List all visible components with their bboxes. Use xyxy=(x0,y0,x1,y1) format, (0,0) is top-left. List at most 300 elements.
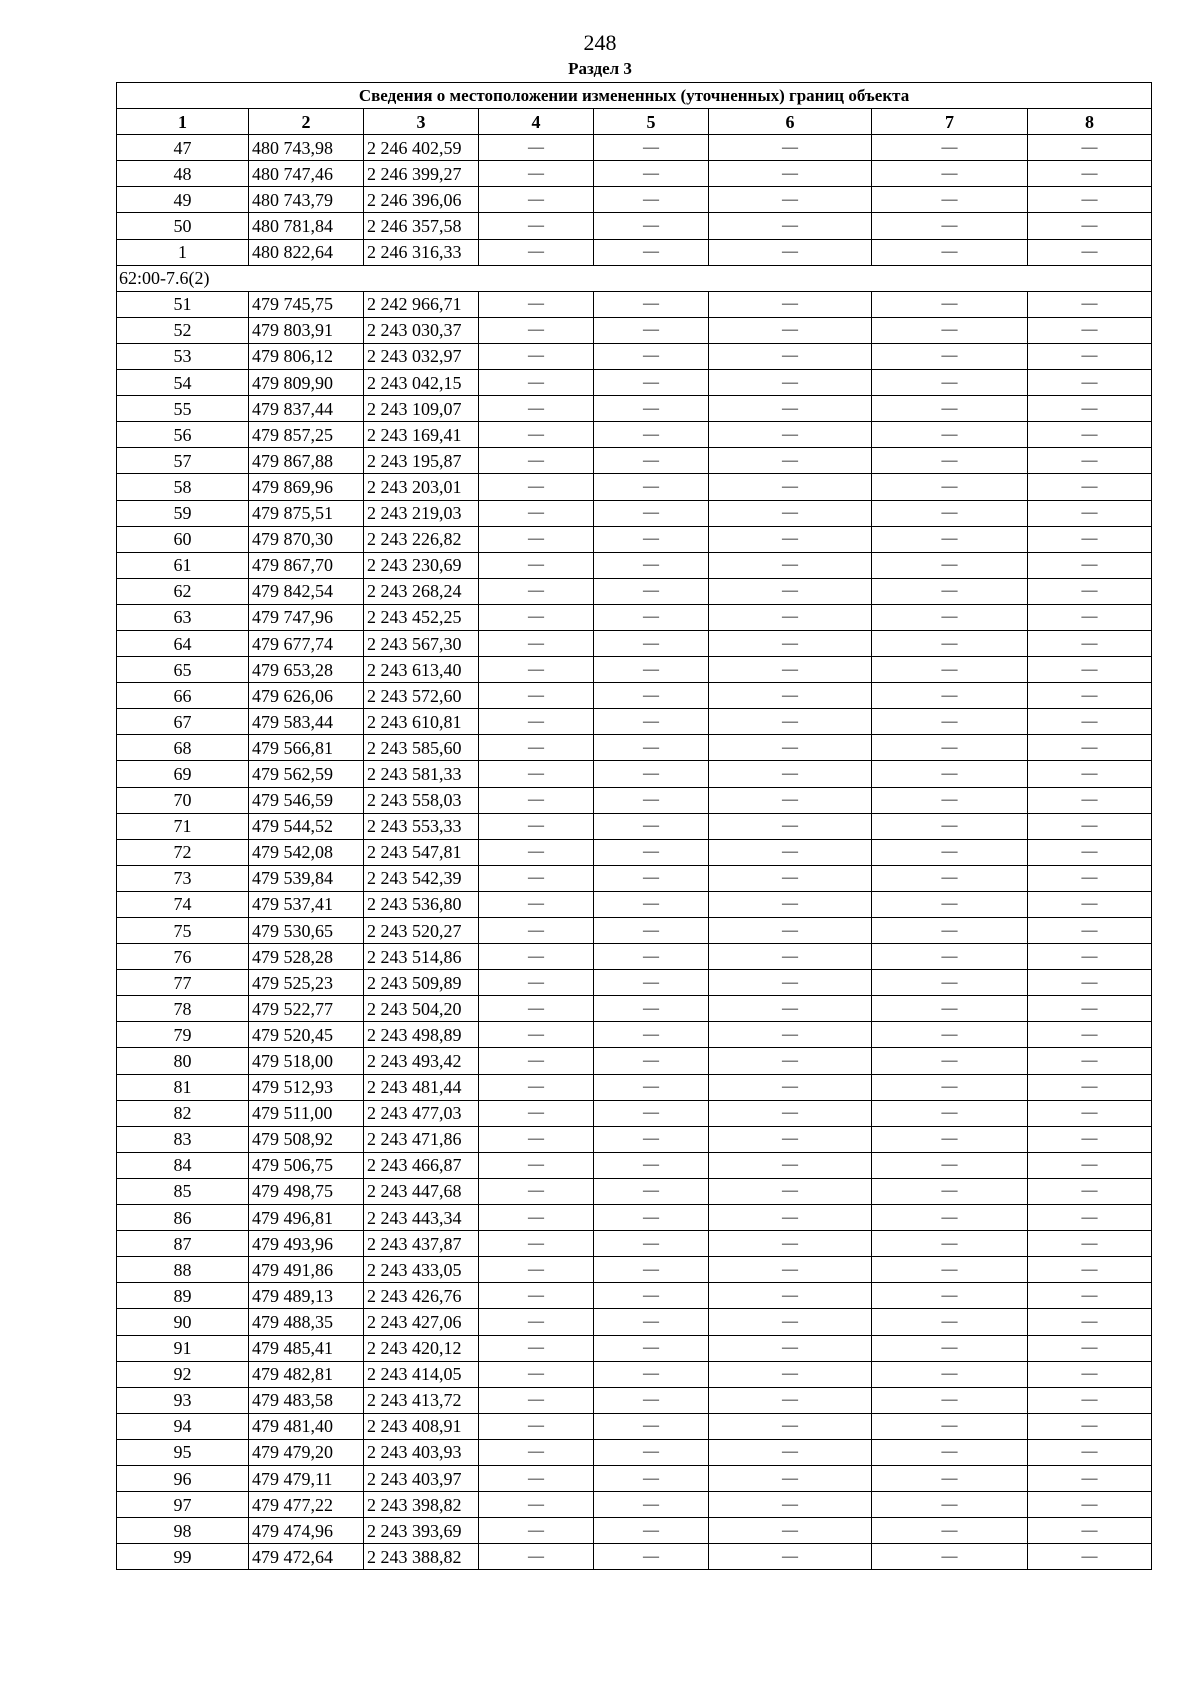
group-label-row xyxy=(117,265,1152,291)
table-row xyxy=(117,996,1152,1022)
empty-cell: — xyxy=(872,1335,1028,1361)
point-number: 75 xyxy=(117,918,249,944)
point-number: 52 xyxy=(117,317,249,343)
empty-cell: — xyxy=(1028,996,1152,1022)
table-row xyxy=(117,239,1152,265)
table-row xyxy=(117,1413,1152,1439)
coordinate-x: 479 482,81 xyxy=(249,1361,364,1387)
coordinate-y: 2 243 452,25 xyxy=(364,604,479,630)
coordinate-y: 2 246 396,06 xyxy=(364,187,479,213)
coordinate-y: 2 243 388,82 xyxy=(364,1544,479,1570)
empty-cell: — xyxy=(1028,944,1152,970)
empty-cell: — xyxy=(872,1439,1028,1465)
empty-cell: — xyxy=(594,161,709,187)
empty-cell: — xyxy=(872,1283,1028,1309)
empty-cell: — xyxy=(1028,787,1152,813)
empty-cell: — xyxy=(1028,630,1152,656)
empty-cell: — xyxy=(872,709,1028,735)
table-row xyxy=(117,1178,1152,1204)
coordinate-y: 2 246 402,59 xyxy=(364,135,479,161)
empty-cell: — xyxy=(1028,370,1152,396)
empty-cell: — xyxy=(872,996,1028,1022)
empty-cell: — xyxy=(1028,1465,1152,1491)
empty-cell: — xyxy=(1028,135,1152,161)
point-number: 48 xyxy=(117,161,249,187)
coordinate-y: 2 243 585,60 xyxy=(364,735,479,761)
point-number: 53 xyxy=(117,343,249,369)
point-number: 88 xyxy=(117,1257,249,1283)
empty-cell: — xyxy=(709,996,872,1022)
coordinate-x: 479 537,41 xyxy=(249,891,364,917)
coordinate-y: 2 243 547,81 xyxy=(364,839,479,865)
point-number: 69 xyxy=(117,761,249,787)
empty-cell: — xyxy=(872,970,1028,996)
coordinate-y: 2 243 414,05 xyxy=(364,1361,479,1387)
empty-cell: — xyxy=(709,813,872,839)
table-row xyxy=(117,761,1152,787)
point-number: 68 xyxy=(117,735,249,761)
empty-cell: — xyxy=(872,213,1028,239)
coordinate-x: 479 528,28 xyxy=(249,944,364,970)
empty-cell: — xyxy=(479,839,594,865)
point-number: 83 xyxy=(117,1126,249,1152)
coordinate-x: 479 539,84 xyxy=(249,865,364,891)
empty-cell: — xyxy=(709,448,872,474)
coordinate-y: 2 243 219,03 xyxy=(364,500,479,526)
point-number: 54 xyxy=(117,370,249,396)
table-row xyxy=(117,787,1152,813)
empty-cell: — xyxy=(594,187,709,213)
empty-cell: — xyxy=(709,1231,872,1257)
table-row xyxy=(117,1465,1152,1491)
empty-cell: — xyxy=(709,161,872,187)
coordinate-x: 479 875,51 xyxy=(249,500,364,526)
empty-cell: — xyxy=(1028,552,1152,578)
empty-cell: — xyxy=(479,448,594,474)
empty-cell: — xyxy=(479,970,594,996)
empty-cell: — xyxy=(872,187,1028,213)
empty-cell: — xyxy=(872,1152,1028,1178)
empty-cell: — xyxy=(594,1518,709,1544)
point-number: 67 xyxy=(117,709,249,735)
coordinate-y: 2 243 581,33 xyxy=(364,761,479,787)
empty-cell: — xyxy=(479,474,594,500)
point-number: 93 xyxy=(117,1387,249,1413)
table-row xyxy=(117,552,1152,578)
empty-cell: — xyxy=(1028,1492,1152,1518)
empty-cell: — xyxy=(479,865,594,891)
empty-cell: — xyxy=(1028,526,1152,552)
coordinate-x: 479 867,70 xyxy=(249,552,364,578)
empty-cell: — xyxy=(709,1178,872,1204)
coordinate-y: 2 243 481,44 xyxy=(364,1074,479,1100)
empty-cell: — xyxy=(594,709,709,735)
empty-cell: — xyxy=(479,213,594,239)
empty-cell: — xyxy=(479,370,594,396)
empty-cell: — xyxy=(709,970,872,996)
empty-cell: — xyxy=(479,1074,594,1100)
coordinate-y: 2 243 447,68 xyxy=(364,1178,479,1204)
coordinate-x: 479 483,58 xyxy=(249,1387,364,1413)
empty-cell: — xyxy=(479,944,594,970)
table-row xyxy=(117,709,1152,735)
empty-cell: — xyxy=(479,1100,594,1126)
coordinate-y: 2 243 230,69 xyxy=(364,552,479,578)
empty-cell: — xyxy=(872,343,1028,369)
empty-cell: — xyxy=(594,213,709,239)
empty-cell: — xyxy=(1028,187,1152,213)
coordinate-y: 2 243 558,03 xyxy=(364,787,479,813)
point-number: 92 xyxy=(117,1361,249,1387)
empty-cell: — xyxy=(709,865,872,891)
empty-cell: — xyxy=(479,1152,594,1178)
empty-cell: — xyxy=(594,787,709,813)
empty-cell: — xyxy=(594,865,709,891)
coordinate-x: 479 479,20 xyxy=(249,1439,364,1465)
empty-cell: — xyxy=(1028,1074,1152,1100)
coordinate-y: 2 243 610,81 xyxy=(364,709,479,735)
empty-cell: — xyxy=(594,370,709,396)
empty-cell: — xyxy=(1028,213,1152,239)
coordinate-y: 2 243 398,82 xyxy=(364,1492,479,1518)
empty-cell: — xyxy=(709,735,872,761)
table-row xyxy=(117,1022,1152,1048)
coordinate-y: 2 243 498,89 xyxy=(364,1022,479,1048)
empty-cell: — xyxy=(594,996,709,1022)
empty-cell: — xyxy=(872,239,1028,265)
coordinate-x: 479 512,93 xyxy=(249,1074,364,1100)
empty-cell: — xyxy=(709,474,872,500)
empty-cell: — xyxy=(709,213,872,239)
coordinate-y: 2 243 567,30 xyxy=(364,630,479,656)
coordinate-y: 2 243 268,24 xyxy=(364,578,479,604)
coordinate-y: 2 243 109,07 xyxy=(364,396,479,422)
empty-cell: — xyxy=(1028,683,1152,709)
coordinate-y: 2 243 572,60 xyxy=(364,683,479,709)
empty-cell: — xyxy=(479,683,594,709)
table-row xyxy=(117,370,1152,396)
empty-cell: — xyxy=(479,161,594,187)
table-row xyxy=(117,291,1152,317)
empty-cell: — xyxy=(1028,865,1152,891)
empty-cell: — xyxy=(594,1100,709,1126)
empty-cell: — xyxy=(479,996,594,1022)
table-row xyxy=(117,1492,1152,1518)
empty-cell: — xyxy=(594,500,709,526)
column-number: 5 xyxy=(594,109,709,135)
empty-cell: — xyxy=(479,787,594,813)
empty-cell: — xyxy=(872,526,1028,552)
coordinate-x: 479 474,96 xyxy=(249,1518,364,1544)
empty-cell: — xyxy=(594,1413,709,1439)
empty-cell: — xyxy=(479,761,594,787)
empty-cell: — xyxy=(594,1492,709,1518)
point-number: 77 xyxy=(117,970,249,996)
empty-cell: — xyxy=(479,422,594,448)
table-row xyxy=(117,944,1152,970)
coordinate-x: 479 583,44 xyxy=(249,709,364,735)
table-row xyxy=(117,396,1152,422)
empty-cell: — xyxy=(479,1126,594,1152)
coordinate-y: 2 243 514,86 xyxy=(364,944,479,970)
coordinate-x: 480 743,98 xyxy=(249,135,364,161)
coordinate-x: 479 809,90 xyxy=(249,370,364,396)
empty-cell: — xyxy=(872,735,1028,761)
empty-cell: — xyxy=(1028,891,1152,917)
coordinate-x: 479 520,45 xyxy=(249,1022,364,1048)
empty-cell: — xyxy=(594,1283,709,1309)
empty-cell: — xyxy=(479,135,594,161)
empty-cell: — xyxy=(709,291,872,317)
empty-cell: — xyxy=(1028,1205,1152,1231)
empty-cell: — xyxy=(594,317,709,343)
point-number: 98 xyxy=(117,1518,249,1544)
empty-cell: — xyxy=(1028,161,1152,187)
empty-cell: — xyxy=(709,135,872,161)
coordinate-x: 479 869,96 xyxy=(249,474,364,500)
coordinate-x: 479 525,23 xyxy=(249,970,364,996)
point-number: 60 xyxy=(117,526,249,552)
coordinate-x: 479 508,92 xyxy=(249,1126,364,1152)
table-row xyxy=(117,1544,1152,1570)
coordinate-y: 2 246 399,27 xyxy=(364,161,479,187)
empty-cell: — xyxy=(594,552,709,578)
empty-cell: — xyxy=(872,813,1028,839)
empty-cell: — xyxy=(1028,813,1152,839)
empty-cell: — xyxy=(1028,1048,1152,1074)
empty-cell: — xyxy=(872,604,1028,630)
empty-cell: — xyxy=(479,709,594,735)
empty-cell: — xyxy=(479,1022,594,1048)
empty-cell: — xyxy=(479,239,594,265)
empty-cell: — xyxy=(594,657,709,683)
table-row xyxy=(117,448,1152,474)
point-number: 73 xyxy=(117,865,249,891)
coordinate-x: 479 542,08 xyxy=(249,839,364,865)
empty-cell: — xyxy=(1028,422,1152,448)
empty-cell: — xyxy=(594,1257,709,1283)
empty-cell: — xyxy=(872,1257,1028,1283)
coordinate-x: 480 747,46 xyxy=(249,161,364,187)
coordinate-x: 479 479,11 xyxy=(249,1465,364,1491)
empty-cell: — xyxy=(479,813,594,839)
point-number: 96 xyxy=(117,1465,249,1491)
point-number: 78 xyxy=(117,996,249,1022)
empty-cell: — xyxy=(594,422,709,448)
point-number: 59 xyxy=(117,500,249,526)
empty-cell: — xyxy=(709,1100,872,1126)
point-number: 50 xyxy=(117,213,249,239)
column-number: 3 xyxy=(364,109,479,135)
empty-cell: — xyxy=(594,1231,709,1257)
empty-cell: — xyxy=(594,735,709,761)
empty-cell: — xyxy=(872,1048,1028,1074)
coordinate-x: 479 677,74 xyxy=(249,630,364,656)
coordinate-y: 2 243 032,97 xyxy=(364,343,479,369)
empty-cell: — xyxy=(872,1361,1028,1387)
coordinate-x: 479 498,75 xyxy=(249,1178,364,1204)
empty-cell: — xyxy=(479,1387,594,1413)
coordinate-y: 2 243 426,76 xyxy=(364,1283,479,1309)
empty-cell: — xyxy=(872,370,1028,396)
empty-cell: — xyxy=(872,1100,1028,1126)
page-number: 248 xyxy=(583,30,617,55)
table-row xyxy=(117,1283,1152,1309)
empty-cell: — xyxy=(709,657,872,683)
table-row xyxy=(117,317,1152,343)
empty-cell: — xyxy=(479,343,594,369)
empty-cell: — xyxy=(872,578,1028,604)
empty-cell: — xyxy=(709,1492,872,1518)
coordinate-x: 479 522,77 xyxy=(249,996,364,1022)
point-number: 81 xyxy=(117,1074,249,1100)
coordinate-y: 2 243 408,91 xyxy=(364,1413,479,1439)
empty-cell: — xyxy=(709,1335,872,1361)
empty-cell: — xyxy=(709,526,872,552)
point-number: 95 xyxy=(117,1439,249,1465)
point-number: 86 xyxy=(117,1205,249,1231)
empty-cell: — xyxy=(709,604,872,630)
table-row xyxy=(117,1152,1152,1178)
empty-cell: — xyxy=(479,918,594,944)
empty-cell: — xyxy=(594,1544,709,1570)
coordinate-y: 2 243 443,34 xyxy=(364,1205,479,1231)
empty-cell: — xyxy=(872,1544,1028,1570)
empty-cell: — xyxy=(479,1518,594,1544)
empty-cell: — xyxy=(479,1205,594,1231)
coordinate-x: 479 506,75 xyxy=(249,1152,364,1178)
empty-cell: — xyxy=(872,1465,1028,1491)
empty-cell: — xyxy=(1028,1178,1152,1204)
section-title: Раздел 3 xyxy=(568,59,632,78)
empty-cell: — xyxy=(594,291,709,317)
table-row xyxy=(117,1126,1152,1152)
empty-cell: — xyxy=(709,396,872,422)
coordinate-y: 2 243 413,72 xyxy=(364,1387,479,1413)
empty-cell: — xyxy=(1028,1152,1152,1178)
point-number: 70 xyxy=(117,787,249,813)
empty-cell: — xyxy=(709,500,872,526)
empty-cell: — xyxy=(1028,604,1152,630)
empty-cell: — xyxy=(479,317,594,343)
coordinate-x: 479 562,59 xyxy=(249,761,364,787)
coordinate-y: 2 243 393,69 xyxy=(364,1518,479,1544)
table-row xyxy=(117,683,1152,709)
table-row xyxy=(117,1387,1152,1413)
empty-cell: — xyxy=(479,1544,594,1570)
table-row xyxy=(117,891,1152,917)
empty-cell: — xyxy=(1028,1309,1152,1335)
point-number: 80 xyxy=(117,1048,249,1074)
empty-cell: — xyxy=(709,709,872,735)
coordinate-y: 2 243 471,86 xyxy=(364,1126,479,1152)
point-number: 97 xyxy=(117,1492,249,1518)
coordinate-x: 479 544,52 xyxy=(249,813,364,839)
coordinate-y: 2 243 195,87 xyxy=(364,448,479,474)
coordinate-y: 2 246 316,33 xyxy=(364,239,479,265)
empty-cell: — xyxy=(709,839,872,865)
empty-cell: — xyxy=(872,422,1028,448)
empty-cell: — xyxy=(594,135,709,161)
coordinate-y: 2 246 357,58 xyxy=(364,213,479,239)
boundary-coordinates-table xyxy=(116,82,1152,1570)
point-number: 84 xyxy=(117,1152,249,1178)
empty-cell: — xyxy=(479,187,594,213)
empty-cell: — xyxy=(872,865,1028,891)
empty-cell: — xyxy=(709,317,872,343)
empty-cell: — xyxy=(479,1439,594,1465)
empty-cell: — xyxy=(872,1387,1028,1413)
empty-cell: — xyxy=(872,944,1028,970)
empty-cell: — xyxy=(479,1361,594,1387)
point-number: 51 xyxy=(117,291,249,317)
empty-cell: — xyxy=(709,1309,872,1335)
empty-cell: — xyxy=(479,735,594,761)
point-number: 66 xyxy=(117,683,249,709)
empty-cell: — xyxy=(594,1361,709,1387)
column-number: 4 xyxy=(479,109,594,135)
coordinate-x: 480 822,64 xyxy=(249,239,364,265)
coordinate-y: 2 243 509,89 xyxy=(364,970,479,996)
point-number: 91 xyxy=(117,1335,249,1361)
coordinate-x: 479 566,81 xyxy=(249,735,364,761)
empty-cell: — xyxy=(594,944,709,970)
empty-cell: — xyxy=(594,1048,709,1074)
empty-cell: — xyxy=(709,1413,872,1439)
point-number: 49 xyxy=(117,187,249,213)
coordinate-x: 479 530,65 xyxy=(249,918,364,944)
empty-cell: — xyxy=(479,1335,594,1361)
empty-cell: — xyxy=(594,1465,709,1491)
point-number: 62 xyxy=(117,578,249,604)
empty-cell: — xyxy=(479,891,594,917)
empty-cell: — xyxy=(594,1335,709,1361)
empty-cell: — xyxy=(709,918,872,944)
empty-cell: — xyxy=(594,1074,709,1100)
coordinate-y: 2 243 427,06 xyxy=(364,1309,479,1335)
table-row xyxy=(117,1518,1152,1544)
table-row xyxy=(117,343,1152,369)
empty-cell: — xyxy=(872,500,1028,526)
table-row xyxy=(117,918,1152,944)
table-caption-row xyxy=(117,83,1152,109)
coordinate-x: 479 806,12 xyxy=(249,343,364,369)
empty-cell: — xyxy=(709,1022,872,1048)
empty-cell: — xyxy=(1028,343,1152,369)
empty-cell: — xyxy=(709,1048,872,1074)
empty-cell: — xyxy=(709,1126,872,1152)
empty-cell: — xyxy=(709,578,872,604)
coordinate-y: 2 243 226,82 xyxy=(364,526,479,552)
coordinate-y: 2 243 420,12 xyxy=(364,1335,479,1361)
empty-cell: — xyxy=(1028,761,1152,787)
coordinate-x: 479 472,64 xyxy=(249,1544,364,1570)
empty-cell: — xyxy=(709,1074,872,1100)
point-number: 76 xyxy=(117,944,249,970)
empty-cell: — xyxy=(479,396,594,422)
table-row xyxy=(117,1231,1152,1257)
empty-cell: — xyxy=(594,1152,709,1178)
empty-cell: — xyxy=(479,1178,594,1204)
coordinate-x: 479 489,13 xyxy=(249,1283,364,1309)
point-number: 94 xyxy=(117,1413,249,1439)
coordinate-x: 480 781,84 xyxy=(249,213,364,239)
empty-cell: — xyxy=(1028,1231,1152,1257)
empty-cell: — xyxy=(479,1492,594,1518)
empty-cell: — xyxy=(1028,1413,1152,1439)
point-number: 74 xyxy=(117,891,249,917)
empty-cell: — xyxy=(594,839,709,865)
